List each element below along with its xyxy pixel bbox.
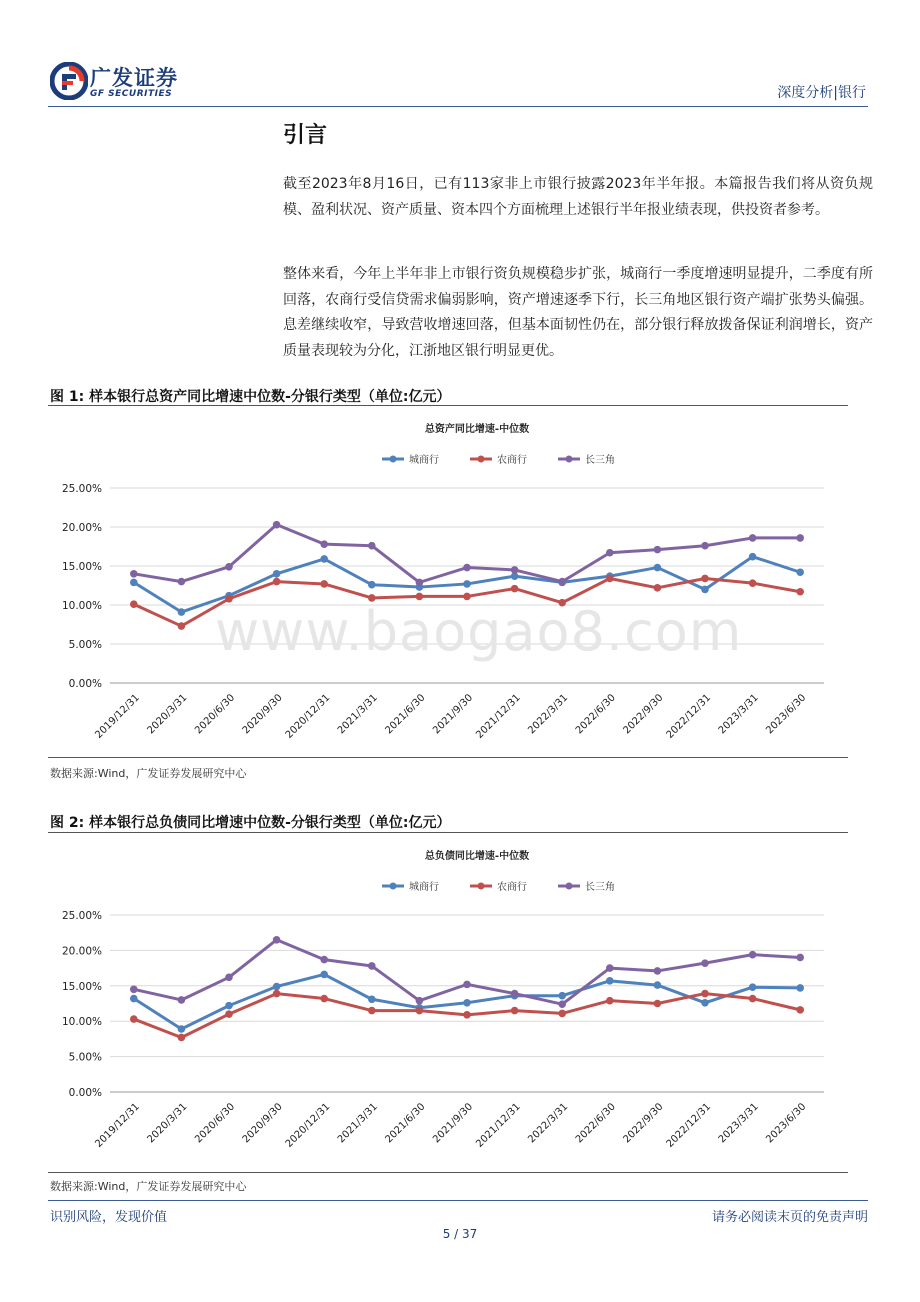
data-point: [749, 995, 757, 1003]
data-point: [606, 964, 614, 972]
data-point: [273, 936, 281, 944]
data-point: [558, 1010, 566, 1018]
y-tick-label: 20.00%: [61, 522, 102, 534]
legend-swatch-marker: [478, 883, 485, 890]
x-tick-label: 2021/12/31: [474, 692, 523, 741]
logo-cn-text: 广发证券: [90, 66, 178, 90]
data-point: [416, 579, 424, 587]
chart-title: 总负债同比增速-中位数: [424, 851, 530, 862]
data-point: [130, 570, 138, 578]
data-point: [368, 581, 376, 589]
data-point: [178, 1025, 186, 1033]
data-point: [749, 534, 757, 542]
data-point: [749, 951, 757, 959]
gf-logo-icon: [50, 62, 88, 100]
x-tick-label: 2022/9/30: [621, 692, 666, 737]
data-point: [416, 1007, 424, 1015]
legend-item: [470, 453, 527, 466]
x-tick-label: 2022/6/30: [573, 692, 618, 737]
data-point: [511, 990, 519, 998]
data-point: [368, 542, 376, 550]
y-tick-label: 10.00%: [61, 1016, 102, 1029]
data-point: [178, 1034, 186, 1042]
figure-2-bottom-rule: [48, 1172, 848, 1173]
data-point: [701, 575, 709, 583]
data-point: [463, 580, 471, 588]
x-tick-label: 2022/9/30: [621, 1101, 666, 1146]
data-point: [511, 566, 519, 574]
data-point: [463, 981, 471, 989]
legend-label: 城商行: [409, 455, 439, 466]
x-tick-label: 2020/12/31: [283, 692, 333, 741]
data-point: [225, 974, 233, 982]
data-point: [654, 967, 662, 975]
data-point: [796, 588, 804, 596]
data-point: [796, 984, 804, 992]
footer-disclaimer: 请务必阅读末页的免责声明: [711, 1210, 868, 1225]
data-point: [320, 956, 328, 964]
x-tick-label: 2019/12/31: [93, 1101, 142, 1150]
data-point: [320, 555, 328, 563]
figure-1-source: 数据来源:Wind，广发证券发展研究中心: [50, 767, 247, 780]
legend-label: 农商行: [497, 455, 527, 466]
data-point: [130, 1015, 138, 1023]
data-point: [606, 997, 614, 1005]
figure-1-bottom-rule: [48, 757, 848, 758]
legend-item: [558, 880, 615, 893]
x-tick-label: 2022/12/31: [664, 692, 714, 741]
figure-2-chart: [48, 833, 848, 1171]
data-point: [701, 542, 709, 550]
x-tick-label: 2023/3/31: [716, 692, 761, 737]
page-number: 5 / 37: [442, 1227, 478, 1241]
legend-item: [382, 453, 439, 466]
legend-label: 长三角: [585, 882, 615, 893]
data-point: [606, 549, 614, 557]
figure-2-caption: 图 2: 样本银行总负债同比增速中位数-分银行类型（单位:亿元）: [50, 815, 451, 831]
y-tick-label: 15.00%: [61, 561, 102, 573]
data-point: [130, 579, 138, 587]
x-tick-label: 2023/3/31: [716, 1101, 761, 1146]
data-point: [225, 1010, 233, 1018]
data-point: [178, 996, 186, 1004]
y-tick-label: 0.00%: [68, 678, 102, 690]
data-point: [796, 534, 804, 542]
data-point: [273, 990, 281, 998]
data-point: [654, 584, 662, 592]
intro-paragraph-2: 整体来看，今年上半年非上市银行资负规模稳步扩张，城商行一季度增速明显提升，二季度有所回落，农商行受信贷需求偏弱影响，资产增速逐季下行，长三角地区银行资产端扩张势头偏强。息差继续收窄，导致营收增速回落，但基本面韧性仍在，部分银行释放拨备保证利润增长，资产质量表现较为分化，江浙地区银行明显更优。: [283, 266, 873, 359]
data-point: [368, 962, 376, 970]
data-point: [130, 995, 138, 1003]
y-tick-label: 10.00%: [61, 600, 102, 612]
data-point: [654, 546, 662, 554]
data-point: [130, 986, 138, 994]
figure-1-caption: 图 1: 样本银行总资产同比增速中位数-分银行类型（单位:亿元）: [50, 389, 451, 405]
y-tick-label: 25.00%: [61, 910, 102, 922]
y-tick-label: 25.00%: [61, 483, 102, 495]
x-tick-label: 2020/3/31: [145, 692, 190, 737]
data-point: [416, 997, 424, 1005]
data-point: [701, 990, 709, 998]
data-point: [320, 540, 328, 548]
data-point: [654, 1000, 662, 1008]
data-point: [463, 999, 471, 1007]
x-tick-label: 2022/12/31: [664, 1101, 714, 1150]
data-point: [701, 959, 709, 967]
x-tick-label: 2021/12/31: [474, 1101, 523, 1150]
chart-title: 总资产同比增速-中位数: [424, 424, 530, 435]
data-point: [463, 1011, 471, 1019]
data-point: [749, 553, 757, 561]
legend-item: [382, 880, 439, 893]
x-tick-label: 2021/3/31: [335, 692, 380, 737]
data-point: [654, 981, 662, 989]
legend-item: [558, 453, 615, 466]
y-tick-label: 20.00%: [61, 945, 102, 958]
x-tick-label: 2020/3/31: [145, 1101, 190, 1146]
x-tick-label: 2021/9/30: [431, 1101, 476, 1146]
data-point: [130, 600, 138, 608]
series-line: [134, 525, 800, 583]
data-point: [796, 1006, 804, 1014]
data-point: [796, 568, 804, 576]
page-header: [48, 62, 868, 107]
y-tick-label: 5.00%: [68, 1051, 102, 1064]
watermark: www.baogao8.com: [215, 600, 743, 663]
x-tick-label: 2022/6/30: [573, 1101, 618, 1146]
data-point: [273, 578, 281, 586]
data-point: [511, 1007, 519, 1015]
logo-en-text: GF SECURITIES: [90, 89, 173, 99]
data-point: [701, 999, 709, 1007]
data-point: [749, 579, 757, 587]
gf-logo: [50, 62, 200, 102]
x-tick-label: 2020/12/31: [283, 1101, 333, 1150]
x-tick-label: 2023/6/30: [764, 1101, 809, 1146]
data-point: [463, 564, 471, 572]
data-point: [606, 575, 614, 583]
data-point: [701, 586, 709, 594]
data-point: [654, 564, 662, 572]
data-point: [368, 995, 376, 1003]
x-tick-label: 2021/9/30: [431, 692, 476, 737]
data-point: [178, 578, 186, 586]
x-tick-label: 2023/6/30: [764, 692, 809, 737]
data-point: [558, 1000, 566, 1008]
data-point: [558, 992, 566, 1000]
legend-label: 农商行: [497, 882, 527, 893]
legend-swatch-marker: [390, 883, 397, 890]
x-tick-label: 2019/12/31: [93, 692, 142, 741]
intro-paragraph-1: 截至2023年8月16日，已有113家非上市银行披露2023年半年报。本篇报告我们将从资负规模、盈利状况、资产质量、资本四个方面梳理上述银行半年报业绩表现，供投资者参考。: [283, 176, 873, 218]
x-tick-label: 2021/6/30: [383, 1101, 428, 1146]
x-tick-label: 2021/3/31: [335, 1101, 380, 1146]
data-point: [320, 995, 328, 1003]
data-point: [320, 580, 328, 588]
figure-1-chart: [48, 406, 848, 756]
y-tick-label: 15.00%: [61, 980, 102, 993]
section-title: 引言: [283, 123, 328, 148]
data-point: [273, 521, 281, 529]
x-tick-label: 2021/6/30: [383, 692, 428, 737]
legend-swatch-marker: [566, 456, 573, 463]
data-point: [606, 977, 614, 985]
x-tick-label: 2020/6/30: [193, 1101, 238, 1146]
data-point: [368, 1007, 376, 1015]
legend-label: 长三角: [585, 455, 615, 466]
data-point: [225, 563, 233, 571]
x-tick-label: 2020/6/30: [193, 692, 238, 737]
x-tick-label: 2022/3/31: [526, 692, 571, 737]
data-point: [511, 585, 519, 593]
x-tick-label: 2022/3/31: [526, 1101, 571, 1146]
report-type: 深度分析|银行: [777, 85, 866, 101]
data-point: [320, 971, 328, 979]
data-point: [558, 578, 566, 586]
footer-rule: [48, 1200, 868, 1201]
data-point: [273, 983, 281, 991]
legend-swatch-marker: [390, 456, 397, 463]
legend-swatch-marker: [478, 456, 485, 463]
data-point: [178, 608, 186, 616]
data-point: [178, 622, 186, 630]
data-point: [796, 954, 804, 962]
y-tick-label: 5.00%: [68, 639, 102, 651]
x-tick-label: 2020/9/30: [240, 1101, 285, 1146]
data-point: [273, 570, 281, 578]
x-tick-label: 2020/9/30: [240, 692, 285, 737]
footer-slogan: 识别风险，发现价值: [50, 1210, 168, 1225]
y-tick-label: 0.00%: [68, 1087, 102, 1099]
figure-2-source: 数据来源:Wind，广发证券发展研究中心: [50, 1180, 247, 1193]
legend-label: 城商行: [409, 882, 439, 893]
data-point: [749, 983, 757, 991]
legend-swatch-marker: [566, 883, 573, 890]
legend-item: [470, 880, 527, 893]
data-point: [225, 1002, 233, 1010]
